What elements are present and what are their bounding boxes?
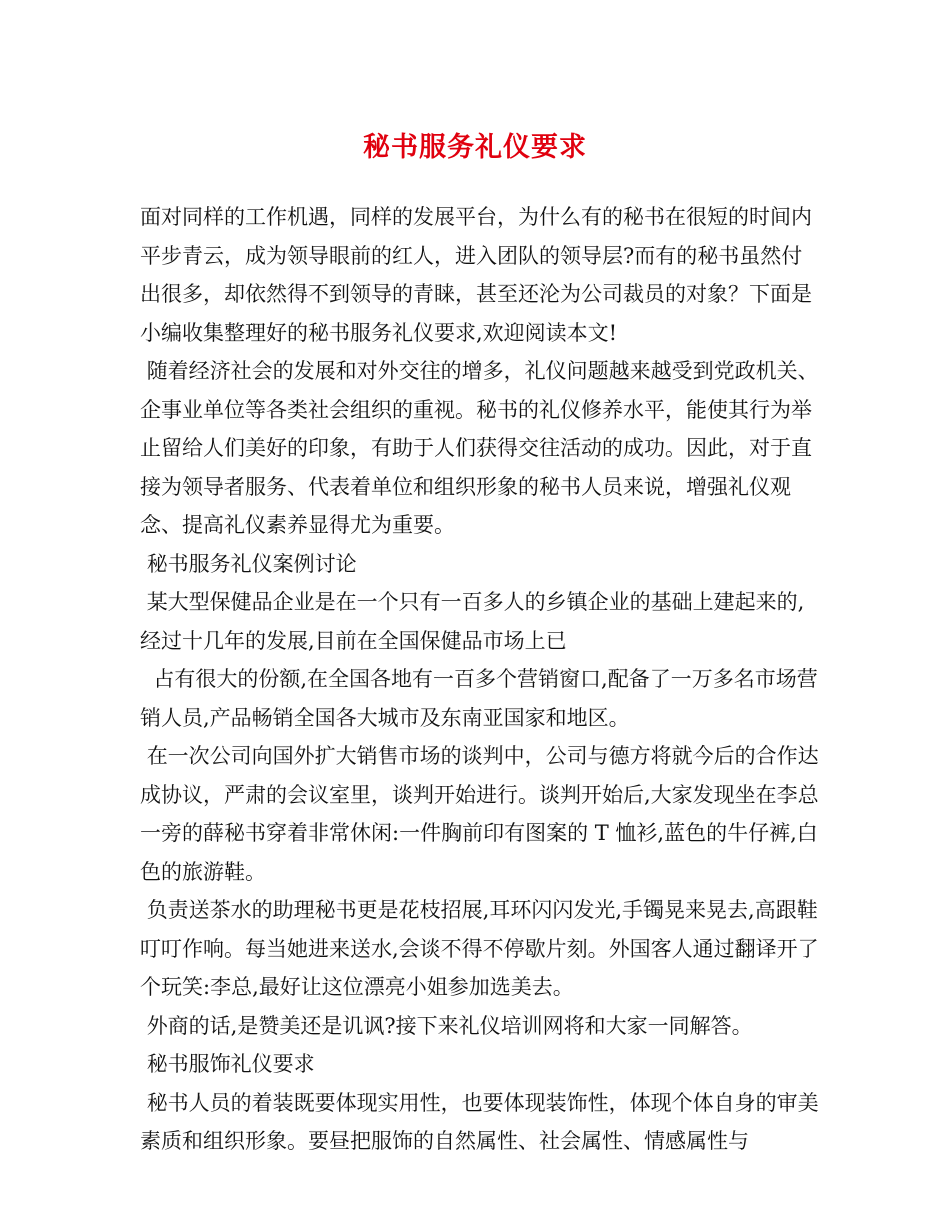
paragraph-dress: 秘书人员的着装既要体现实用性，也要体现装饰性，体现个体自身的审美素质和组织形象。要昼把服饰的自然属性、社会属性、情感属性与 (140, 1090, 819, 1153)
paragraph-background: 随着经济社会的发展和对外交往的增多，礼仪问题越来越受到党政机关、企事业单位等各类社会组织的重视。秘书的礼仪修养水平，能使其行为举止留给人们美好的印象，有助于人们获得交往活动的成功。因此，对于直接为领导者服务、代表着单位和组织形象的秘书人员来说，增强礼仪观念、提高礼仪素养显得尤为重要。 (140, 359, 819, 537)
paragraph-question: 外商的话,是赞美还是讥讽?接下来礼仪培训网将和大家一同解答。 (140, 1013, 753, 1038)
section-heading-case-discussion: 秘书服务礼仪案例讨论 (140, 551, 357, 576)
paragraph-assistant: 负责送茶水的助理秘书更是花枝招展,耳环闪闪发光,手镯晃来晃去,高跟鞋叮叮作响。每当她进来送水,会谈不得不停歇片刻。外国客人通过翻译开了个玩笑:李总,最好让这位漂亮小姐参加选美去。 (140, 898, 819, 999)
paragraph-company-market: 占有很大的份额,在全国各地有一百多个营销窗口,配备了一万多名市场营销人员,产品畅销全国各大城市及东南亚国家和地区。 (140, 667, 818, 730)
section-heading-dress-requirements: 秘书服饰礼仪要求 (140, 1052, 315, 1076)
paragraph-negotiation: 在一次公司向国外扩大销售市场的谈判中，公司与德方将就今后的合作达成协议，严肃的会议室里，谈判开始进行。谈判开始后,大家发现坐在李总一旁的薛秘书穿着非常休闲:一件胸前印有图案的 T 恤衫,蓝色的牛仔裤,白色的旅游鞋。 (140, 744, 819, 884)
paragraph-company-intro: 某大型保健品企业是在一个只有一百多人的乡镇企业的基础上建起来的,经过十几年的发展,目前在全国保健品市场上已 (140, 590, 805, 653)
document-body (140, 198, 820, 1161)
document-title: 秘书服务礼仪要求 (363, 132, 587, 163)
paragraph-intro: 面对同样的工作机遇，同样的发展平台，为什么有的秘书在很短的时间内平步青云，成为领导眼前的红人，进入团队的领导层?而有的秘书虽然付出很多，却依然得不到领导的青睐，甚至还沦为公司裁员的对象？下面是小编收集整理好的秘书服务礼仪要求,欢迎阅读本文! (140, 205, 812, 345)
